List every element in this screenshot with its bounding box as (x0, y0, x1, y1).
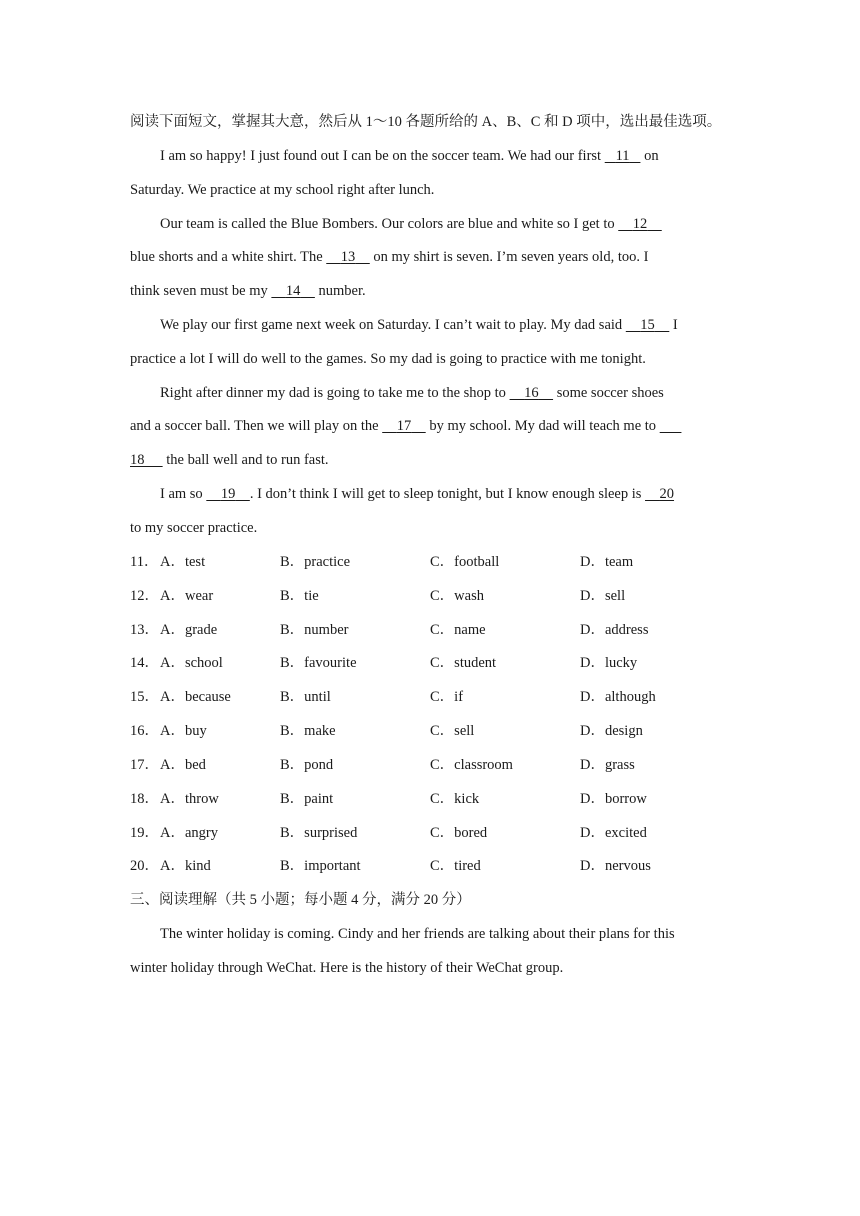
passage-line (130, 282, 366, 300)
blank-14: 14 (285, 283, 301, 299)
option-a[interactable]: A．school (160, 655, 223, 671)
option-b[interactable]: B．tie (280, 588, 319, 604)
question-number: 19． (130, 825, 159, 841)
option-a[interactable]: A．because (160, 689, 231, 705)
question-number: 12． (130, 588, 159, 604)
question-number: 16． (130, 723, 159, 739)
question-17 (130, 756, 750, 774)
option-d[interactable]: D．borrow (580, 791, 647, 807)
passage-text: Right after dinner my dad is going to take me to the shop to (160, 385, 510, 401)
option-d[interactable]: D．nervous (580, 858, 651, 874)
passage-line: The winter holiday is coming. Cindy and her friends are talking about their plans for this (160, 926, 675, 942)
option-c[interactable]: C．football (430, 554, 500, 570)
option-c[interactable]: C．student (430, 655, 497, 671)
option-c[interactable]: C．sell (430, 723, 475, 739)
blank-17: 17 (396, 418, 412, 434)
option-d[interactable]: D．sell (580, 588, 626, 604)
option-a[interactable]: A．throw (160, 791, 219, 807)
option-a[interactable]: A．angry (160, 825, 218, 841)
passage-line (160, 215, 662, 233)
passage-line (130, 248, 648, 266)
question-18 (130, 790, 750, 808)
blank-20: 20 (659, 486, 675, 502)
blank-18-start (660, 417, 682, 435)
passage-line: to my soccer practice. (130, 520, 258, 536)
passage-text: number. (314, 283, 366, 299)
passage-text: I am so (160, 486, 207, 502)
passage-text: Our team is called the Blue Bombers. Our colors are blue and white so I get to (160, 216, 619, 232)
passage-text: We play our first game next week on Saturday. I can’t wait to play. My dad said (160, 317, 626, 333)
option-a[interactable]: A．bed (160, 757, 206, 773)
question-number: 20． (130, 858, 159, 874)
passage-text: and a soccer ball. Then we will play on the (130, 418, 383, 434)
question-number: 15． (130, 689, 159, 705)
option-a[interactable]: A．kind (160, 858, 211, 874)
question-number: 14． (130, 655, 159, 671)
option-d[interactable]: D．team (580, 554, 634, 570)
option-a[interactable]: A．buy (160, 723, 207, 739)
option-d[interactable]: D．address (580, 622, 649, 638)
passage-line (160, 485, 674, 503)
passage-line (160, 147, 659, 165)
question-13 (130, 621, 750, 639)
question-12 (130, 587, 750, 605)
option-c[interactable]: C．if (430, 689, 464, 705)
option-b[interactable]: B．pond (280, 757, 334, 773)
passage-text: I am so happy! I just found out I can be on the soccer team. We had our first (160, 148, 605, 164)
passage-line: winter holiday through WeChat. Here is the history of their WeChat group. (130, 960, 564, 976)
option-b[interactable]: B．practice (280, 554, 351, 570)
instructions: 阅读下面短文，掌握其大意，然后从 1～10 各题所给的 A、B、C 和 D 项中，选出最佳选项。 (130, 114, 722, 130)
option-c[interactable]: C．wash (430, 588, 484, 604)
option-b[interactable]: B．favourite (280, 655, 357, 671)
passage-line (160, 384, 664, 402)
passage-text: on (640, 148, 659, 164)
blank-11: 11 (615, 148, 630, 164)
blank-19: 19 (220, 486, 236, 502)
question-number: 18． (130, 791, 159, 807)
passage-text: by my school. My dad will teach me to (425, 418, 660, 434)
question-19 (130, 824, 750, 842)
option-c[interactable]: C．bored (430, 825, 488, 841)
passage-line: practice a lot I will do well to the games. So my dad is going to practice with me tonight. (130, 351, 646, 367)
passage-line (160, 316, 678, 334)
passage-text: on my shirt is seven. I’m seven years old, too. I (369, 249, 649, 265)
question-number: 11． (130, 554, 159, 570)
question-number: 17． (130, 757, 159, 773)
passage-text: the ball well and to run fast. (162, 452, 329, 468)
option-a[interactable]: A．grade (160, 622, 218, 638)
option-c[interactable]: C．name (430, 622, 486, 638)
passage-text: . I don’t think I will get to sleep tonight, but I know enough sleep is (249, 486, 646, 502)
option-b[interactable]: B．number (280, 622, 349, 638)
passage-text: blue shorts and a white shirt. The (130, 249, 327, 265)
passage-text: I (669, 317, 678, 333)
question-11 (130, 553, 750, 571)
blank-18: 18 (130, 452, 145, 468)
passage-text: think seven must be my (130, 283, 272, 299)
passage-line (130, 451, 329, 469)
passage-text: some soccer shoes (553, 385, 664, 401)
blank-13: 13 (340, 249, 356, 265)
option-b[interactable]: B．make (280, 723, 336, 739)
passage-line (130, 417, 681, 435)
option-b[interactable]: B．paint (280, 791, 334, 807)
blank-16: 16 (524, 385, 539, 401)
option-d[interactable]: D．grass (580, 757, 635, 773)
blank-15: 15 (640, 317, 655, 333)
option-a[interactable]: A．test (160, 554, 206, 570)
option-d[interactable]: D．excited (580, 825, 647, 841)
option-d[interactable]: D．although (580, 689, 656, 705)
question-16 (130, 722, 750, 740)
option-b[interactable]: B．until (280, 689, 331, 705)
option-c[interactable]: C．tired (430, 858, 481, 874)
question-14 (130, 654, 750, 672)
question-number: 13． (130, 622, 159, 638)
option-a[interactable]: A．wear (160, 588, 214, 604)
option-c[interactable]: C．kick (430, 791, 480, 807)
option-b[interactable]: B．important (280, 858, 361, 874)
question-20 (130, 857, 750, 875)
option-d[interactable]: D．lucky (580, 655, 638, 671)
question-15 (130, 688, 750, 706)
section-heading: 三、阅读理解（共 5 小题；每小题 4 分，满分 20 分） (130, 892, 471, 908)
option-b[interactable]: B．surprised (280, 825, 358, 841)
option-c[interactable]: C．classroom (430, 757, 513, 773)
passage-line: Saturday. We practice at my school right after lunch. (130, 182, 435, 198)
option-d[interactable]: D．design (580, 723, 643, 739)
blank-12: 12 (632, 216, 648, 232)
